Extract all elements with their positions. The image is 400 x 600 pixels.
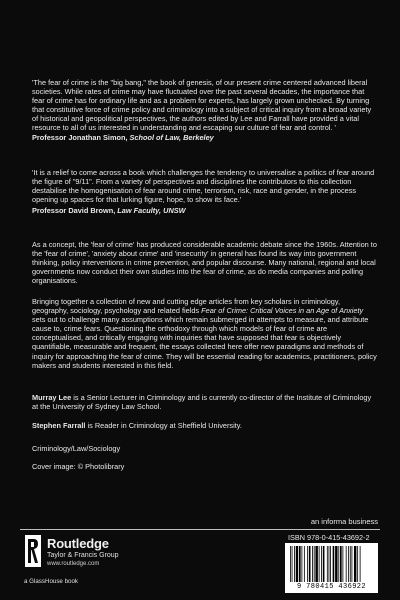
publisher-logo <box>25 533 170 578</box>
author-bio-text: is a Senior Lecturer in Criminology and is currently co-director of the Institute of Criminology at the University of Sydney Law School. <box>32 393 372 412</box>
quote-text: 'The fear of crime is the "big bang," the book of genesis, of our present crime centered advanced liberal societies. While rates of crime may have fluctuated over the past several decades, the importance that fear of crime has for ordinary life and as a problem for experts, has largely grown unchecked. By turning that constitutive force of crime policy and criminology into a subject of critical inquiry from a broad variety of historical and geopolitical perspectives, the authors edited by Lee and Farrall have provided a vital resource to all of us interested in understanding and escaping our culture of fear and control. ' <box>32 78 372 133</box>
isbn-label: ISBN 978-0-415-43692-2 <box>288 533 370 542</box>
barcode <box>285 543 378 593</box>
quote-attribution <box>32 206 377 215</box>
routledge-monogram-icon <box>25 535 41 567</box>
author-name: Murray Lee <box>32 393 72 402</box>
author-name: Stephen Farrall <box>32 421 86 430</box>
review-quote-simon <box>32 78 377 142</box>
informa-tagline: an informa business <box>310 517 378 526</box>
author-bio-farrall <box>32 421 377 430</box>
description-paragraph-2 <box>32 297 377 370</box>
publisher-name: Routledge <box>47 536 109 551</box>
quote-text: 'It is a relief to come across a book which challenges the tendency to universalise a politics of fear around the figure of "9/11". From a variety of perspectives and disciplines the contributors to this collection destabilise the homogenisation of fear around crime, terrorism, risk, race and gender, in the process opening up spaces for that lurking figure, hope, to show its face.' <box>32 168 375 205</box>
attribution-affiliation: Law Faculty, UNSW <box>117 206 186 216</box>
cover-image-credit: Cover image: © Photolibrary <box>32 462 125 471</box>
publisher-url: www.routledge.com <box>47 561 100 567</box>
publisher-group: Taylor & Francis Group <box>47 552 119 559</box>
review-quote-brown <box>32 168 377 215</box>
divider <box>20 529 380 530</box>
author-bio-lee <box>32 393 377 411</box>
author-bio-text: is Reader in Criminology at Sheffield University. <box>85 421 242 430</box>
subject-categories: Criminology/Law/Sociology <box>32 444 121 453</box>
description-text: Bringing together a collection of new and cutting edge articles from key scholars in criminology, geography, sociology, psychology and related fields <box>32 297 341 316</box>
barcode-bars <box>290 546 374 582</box>
description-paragraph-1: As a concept, the 'fear of crime' has produced considerable academic debate since the 1960s. Attention to the 'fear of crime', 'anxiety about crime' and 'insecurity' in general has found its way into government thinking, policy interventions in crime prevention, and popular discourse. Many national, regional and local governments now conduct their own studies into the fear of crime, as do media companies and polling organisations. <box>32 240 377 286</box>
book-title: Fear of Crime: Critical Voices in an Age of Anxiety <box>201 306 364 316</box>
attribution-name: Professor Jonathan Simon, <box>32 132 130 142</box>
attribution-affiliation: School of Law, Berkeley <box>129 132 214 142</box>
quote-attribution <box>32 133 377 142</box>
attribution-name: Professor David Brown, <box>32 206 118 216</box>
barcode-digits: 9 780415 436922 <box>296 583 366 591</box>
imprint-label: a GlassHouse book <box>24 578 78 585</box>
description-text: sets out to challenge many assumptions which remain submerged in attempts to measure, and attribute cause to, crime fears. Questioning the orthodoxy through which models of fear of crime are conceptualised, and critically engaging with inquiries that have supposed that fear is objectively quantifiable, measurable and frequent, the essays collected here offer new paradigms and methods of inquiry for approaching the fear of crime. They will be essential reading for academics, practitioners, policy makers and students interested in this field. <box>32 315 377 370</box>
